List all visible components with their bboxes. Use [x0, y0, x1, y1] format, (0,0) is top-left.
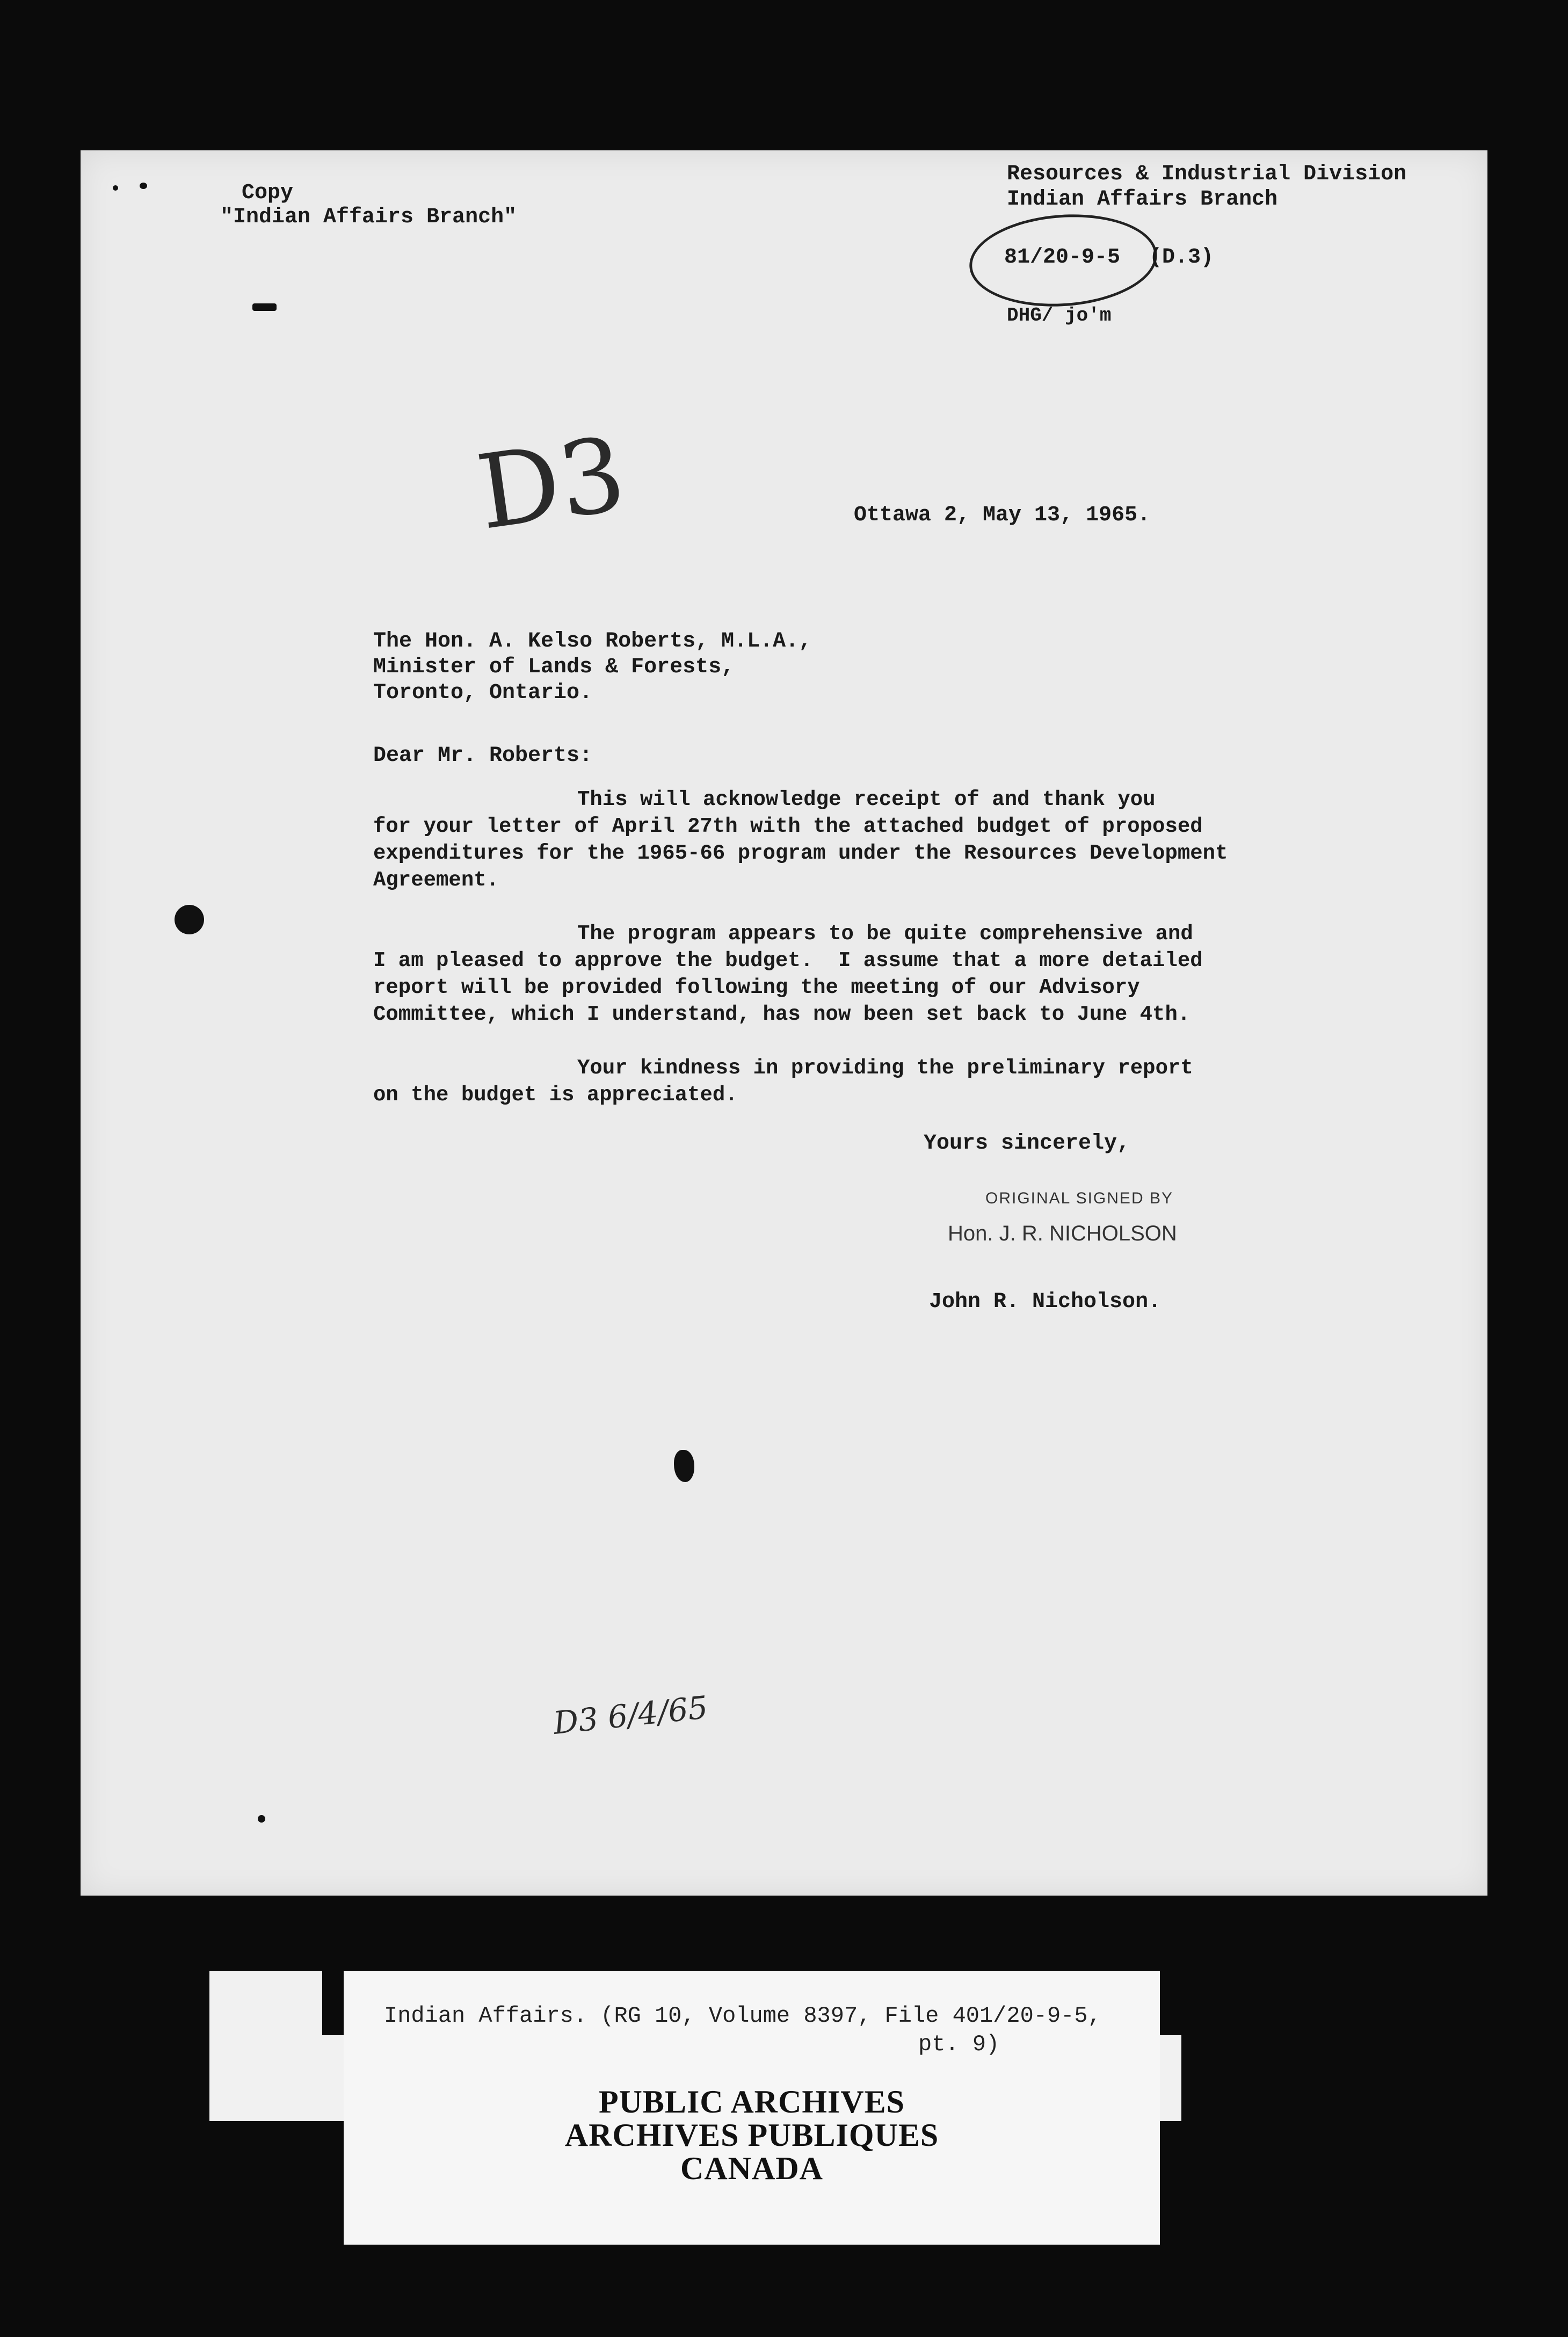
closing: Yours sincerely,	[924, 1131, 1130, 1156]
redaction-mark	[252, 303, 277, 311]
branch-label: "Indian Affairs Branch"	[220, 205, 517, 229]
archive-title-fr: ARCHIVES PUBLIQUES	[564, 2117, 939, 2153]
recipient-line: Minister of Lands & Forests,	[373, 655, 735, 679]
paragraph-line: Agreement.	[373, 868, 499, 892]
margin-speck	[258, 1815, 265, 1823]
file-number: 81/20-9-5	[1004, 245, 1121, 270]
salutation: Dear Mr. Roberts:	[373, 744, 593, 768]
copy-label: Copy	[242, 181, 294, 205]
dateline: Ottawa 2, May 13, 1965.	[854, 503, 1151, 527]
marginal-handwritten-note: D3	[470, 415, 633, 553]
label-notch	[322, 1971, 344, 2035]
ink-blot	[674, 1450, 694, 1482]
letter-page	[81, 150, 1487, 1896]
paragraph-line: on the budget is appreciated.	[373, 1083, 738, 1107]
margin-speck	[113, 185, 118, 191]
paragraph-line: I am pleased to approve the budget. I assume that a more detailed	[373, 949, 1203, 972]
signature-stamp-line2: Hon. J. R. NICHOLSON	[948, 1222, 1177, 1245]
typist-initials: DHG/ jo'm	[1007, 304, 1112, 326]
signatory-name: John R. Nicholson.	[929, 1290, 1162, 1314]
paragraph-line: Your kindness in providing the preliminary report	[577, 1056, 1193, 1080]
division-heading: Resources & Industrial Division	[1007, 162, 1407, 186]
signature-stamp-line1: ORIGINAL SIGNED BY	[985, 1189, 1173, 1207]
hole-punch	[175, 905, 204, 934]
paragraph-line: report will be provided following the meeting of our Advisory	[373, 976, 1140, 999]
archive-title-en: PUBLIC ARCHIVES	[598, 2084, 905, 2120]
paragraph-line: Committee, which I understand, has now been set back to June 4th.	[373, 1003, 1190, 1026]
label-notch	[1160, 1971, 1181, 2035]
paragraph-line: expenditures for the 1965-66 program under the Resources Development	[373, 841, 1228, 865]
archive-reference-line1: Indian Affairs. (RG 10, Volume 8397, File 401/20-9-5,	[384, 2003, 1101, 2029]
margin-speck	[140, 183, 147, 189]
paragraph-line: for your letter of April 27th with the attached budget of proposed	[373, 815, 1203, 838]
footer-handwritten-note: D3 6/4/65	[551, 1689, 710, 1741]
recipient-line: Toronto, Ontario.	[373, 681, 593, 705]
recipient-line: The Hon. A. Kelso Roberts, M.L.A.,	[373, 629, 812, 654]
branch-heading: Indian Affairs Branch	[1007, 187, 1278, 212]
archive-country: CANADA	[680, 2151, 823, 2186]
file-suffix: (D.3)	[1149, 245, 1214, 270]
archive-reference-line2: pt. 9)	[918, 2031, 1000, 2057]
paragraph-line: The program appears to be quite comprehensive and	[577, 922, 1193, 946]
paragraph-line: This will acknowledge receipt of and thank you	[577, 788, 1156, 811]
